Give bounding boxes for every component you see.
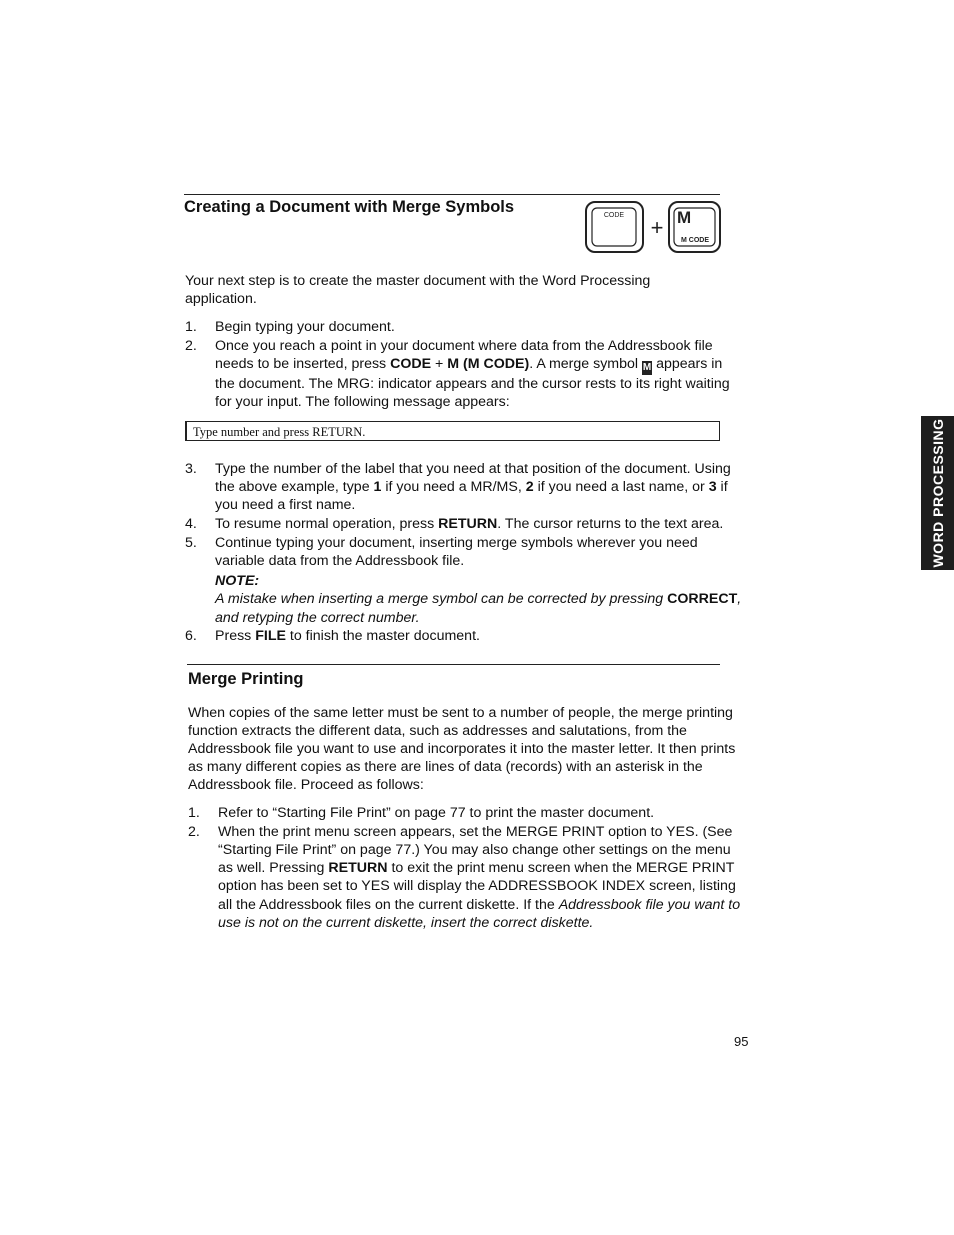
plus-symbol: + bbox=[650, 215, 664, 240]
note-text: A mistake when inserting a merge symbol can be corrected by pressing CORRECT, and retyping the correct number. bbox=[215, 591, 742, 626]
list-item: 6. Press FILE to finish the master document. bbox=[185, 628, 480, 645]
code-m-keys-icon bbox=[584, 200, 722, 254]
page-number: 95 bbox=[734, 1034, 749, 1049]
note-label: NOTE: bbox=[215, 573, 260, 590]
intro-paragraph: Your next step is to create the master document with the Word Processing application. bbox=[185, 273, 651, 307]
section-rule-merge bbox=[187, 664, 720, 665]
side-tab-word-processing: WORD PROCESSING bbox=[921, 416, 954, 570]
section-heading-creating: Creating a Document with Merge Symbols bbox=[184, 198, 515, 216]
steps-list-1 bbox=[185, 318, 745, 412]
list-item: 1. Begin typing your document. bbox=[185, 319, 395, 335]
list-item: 3. Type the number of the label that you need at that position of the document. Using the above example, type 1 if you need a MR/MS, 2 if you need a last name, or 3 if you need a first name. bbox=[185, 461, 731, 514]
list-item: 5. Continue typing your document, inserting merge symbols wherever you need variable data from the Addressbook file. NOTE: A mistake when inserting a merge symbol can be corrected by pressing CORRECT, and retyping the correct number. bbox=[185, 534, 745, 627]
section-heading-merge-printing: Merge Printing bbox=[188, 670, 304, 688]
list-item: 4. To resume normal operation, press RETURN. The cursor returns to the text area. bbox=[185, 516, 724, 533]
merge-symbol-icon: M bbox=[642, 361, 652, 373]
m-key-sub-label: M CODE bbox=[681, 237, 709, 244]
steps-list-3 bbox=[188, 804, 748, 932]
code-key-label: CODE bbox=[603, 212, 625, 219]
message-box: Type number and press RETURN. bbox=[185, 421, 720, 441]
list-item: 2. When the print menu screen appears, set the MERGE PRINT option to YES. (See “Starting File Print” on page 77.) You may also change other settings on the menu as well. Pressing RETURN to exit the print menu screen when the MERGE PRINT option has been set to YES will display the ADDRESSBOOK INDEX screen, listing all the Addressbook files on the current diskette. If the Addressbook file you want to use is not on the current diskette, insert the correct diskette. bbox=[188, 823, 741, 931]
list-item: 1. Refer to “Starting File Print” on page 77 to print the master document. bbox=[188, 805, 655, 821]
section-rule-top bbox=[184, 194, 720, 195]
list-item: 2. Once you reach a point in your document where data from the Addressbook file needs to be inserted, press CODE + M (M CODE). A merge symbol M appears in the document. The MRG: indicator appears and the cursor rests to its right waiting for your input. The following message appears: bbox=[185, 337, 730, 411]
steps-list-2 bbox=[185, 460, 745, 646]
merge-intro-paragraph: When copies of the same letter must be sent to a number of people, the merge printing function extracts the different data, such as addresses and salutations, from the Addressbook file you want to use and incorporates it into the master letter. It then prints as many different copies as there are lines of data (records) with an asterisk in the Addressbook file. Proceed as follows: bbox=[188, 705, 736, 793]
m-key-label: M bbox=[677, 208, 692, 227]
